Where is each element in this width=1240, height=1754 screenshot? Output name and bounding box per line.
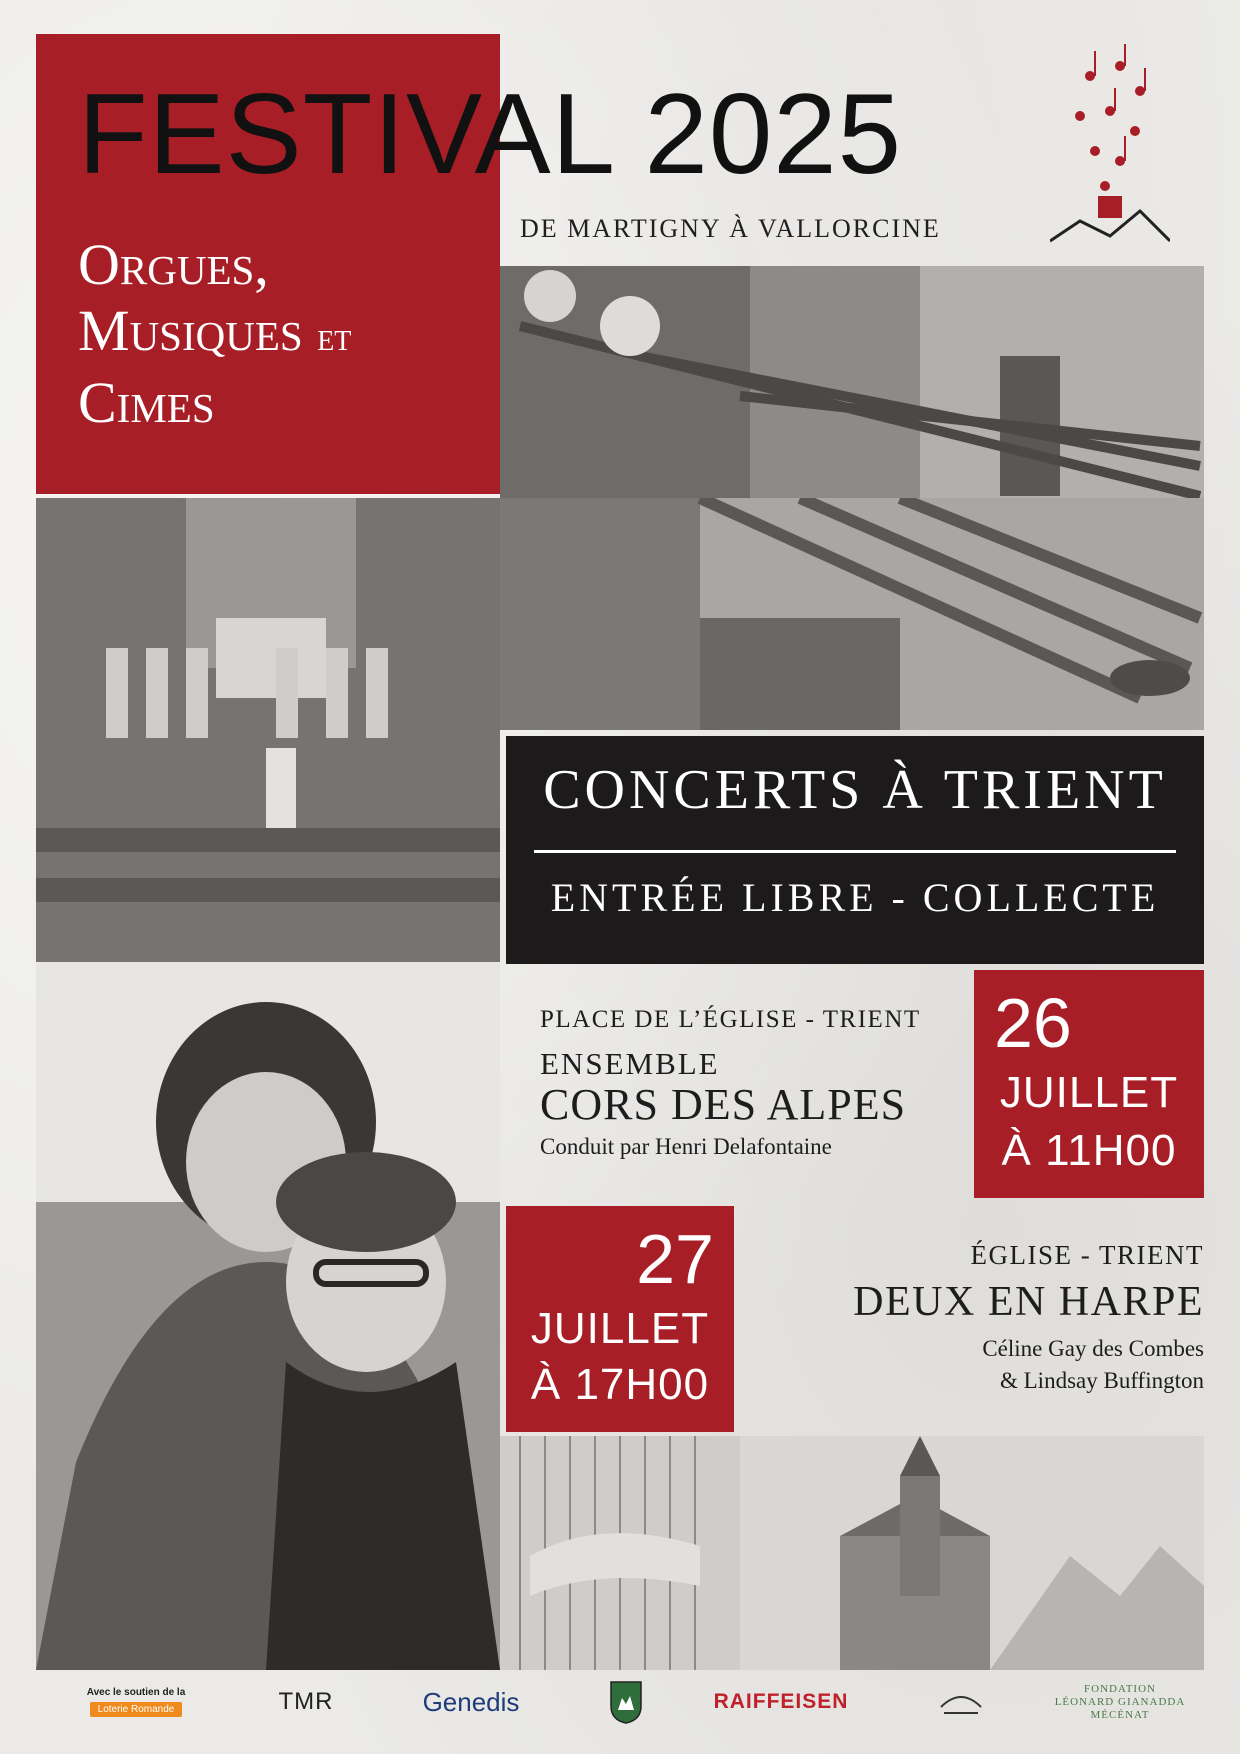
photo-harp-strings [500, 1436, 740, 1670]
event2-performer2: & Lindsay Buffington [999, 1368, 1204, 1393]
event1-time: À 11H00 [1001, 1126, 1177, 1175]
loterie-romande-logo: Loterie Romande [90, 1702, 183, 1717]
event2-time: À 17H00 [530, 1360, 710, 1409]
photo-church-interior [36, 498, 500, 962]
event2-name: DEUX EN HARPE [853, 1279, 1204, 1325]
concerts-divider [534, 850, 1176, 853]
event1-conductor: Conduit par Henri Delafontaine [540, 1134, 832, 1159]
event1-month: JUILLET [999, 1068, 1179, 1117]
gianadda-line2: LÉONARD GIANADDA [1054, 1695, 1186, 1708]
fondation-emblem-icon [936, 1682, 986, 1722]
event2-performer1: Céline Gay des Combes [982, 1336, 1204, 1361]
sponsor-raiffeisen-logo: RAIFFEISEN [713, 1690, 849, 1713]
photo-alphorn-players [500, 266, 1204, 498]
event2-date-badge [506, 1206, 734, 1432]
festival-name-musiques: Musiques [78, 298, 303, 363]
festival-name-line3: Cimes [78, 370, 215, 435]
event2-details [744, 1240, 1204, 1397]
photo-alphorn-bells [500, 498, 1204, 730]
event1-place: PLACE DE L’ÉGLISE - TRIENT [540, 1006, 921, 1033]
trient-crest-icon [609, 1680, 643, 1724]
event1-ensemble-label: ENSEMBLE [540, 1046, 720, 1081]
event1-date-badge [974, 970, 1204, 1198]
concerts-title: CONCERTS À TRIENT [543, 759, 1167, 821]
festival-logo-icon [1050, 36, 1170, 246]
sponsor-fondation-logo [906, 1672, 1016, 1732]
event1-details [540, 1006, 970, 1160]
event2-place: ÉGLISE - TRIENT [970, 1240, 1204, 1270]
festival-name-line1: Orgues, [78, 232, 269, 297]
entry-info: ENTRÉE LIBRE - COLLECTE [550, 875, 1160, 920]
sponsor-trient-crest [596, 1672, 656, 1732]
gianadda-line3: MÉCÉNAT [1090, 1708, 1150, 1721]
photo-trient-church [740, 1436, 1204, 1670]
sponsor-genedis-logo: Genedis [422, 1686, 520, 1717]
sponsors-bar [36, 1672, 1204, 1732]
event2-month: JUILLET [530, 1304, 710, 1353]
event1-name: CORS DES ALPES [540, 1080, 907, 1129]
event2-day: 27 [636, 1220, 714, 1298]
route-subtitle: DE MARTIGNY À VALLORCINE [520, 214, 941, 243]
sponsor-tmr-logo: TMR [278, 1688, 334, 1715]
concerts-panel [506, 736, 1204, 964]
event1-day: 26 [994, 984, 1072, 1062]
festival-title: FESTIVAL 2025 [78, 71, 903, 198]
sponsor-gianadda-logo [1036, 1672, 1204, 1732]
sponsor-loterie-romande [76, 1672, 196, 1732]
festival-name-line2 [78, 298, 488, 370]
festival-name-et: et [317, 314, 352, 359]
gianadda-line1: FONDATION [1084, 1682, 1156, 1695]
photo-harpists-portrait [36, 962, 500, 1670]
festival-name [78, 232, 488, 436]
sponsor-intro-text: Avec le soutien de la [86, 1687, 186, 1698]
